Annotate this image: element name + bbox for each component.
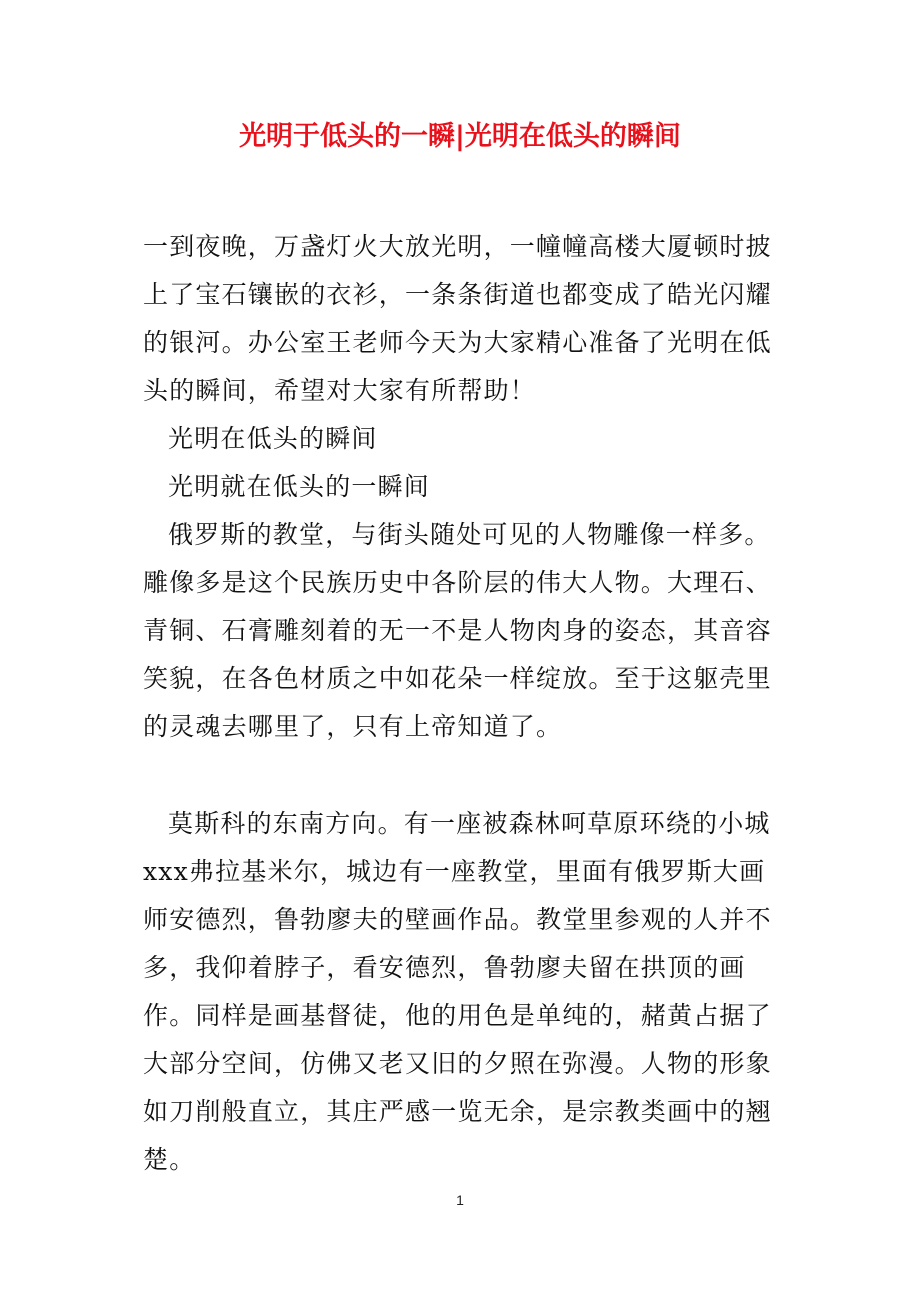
paragraph-churches: 俄罗斯的教堂，与街头随处可见的人物雕像一样多。雕像多是这个民族历史中各阶层的伟大人物。大理石、青铜、石膏雕刻着的无一不是人物肉身的姿态，其音容笑貌，在各色材质之中如花朵一样绽放。至于这躯壳里的灵魂去哪里了，只有上帝知道了。 [143, 520, 772, 741]
paragraph-subtitle: 光明在低头的瞬间 [168, 424, 378, 453]
paragraph-moscow: 莫斯科的东南方向。有一座被森林呵草原环绕的小城xxx弗拉基米尔，城边有一座教堂，里面有俄罗斯大画师安德烈，鲁勃廖夫的壁画作品。教堂里参观的人并不多，我仰着脖子，看安德烈，鲁勃廖夫留在拱顶的画作。同样是画基督徒，他的用色是单纯的，赭黄占据了大部分空间，仿佛又老又旧的夕照在弥漫。人物的形象如刀削般直立，其庄严感一览无余，是宗教类画中的翘楚。 [143, 809, 772, 1174]
paragraph-heading: 光明就在低头的一瞬间 [168, 472, 431, 501]
paragraph-intro: 一到夜晚，万盏灯火大放光明，一幢幢高楼大厦顿时披上了宝石镶嵌的衣衫，一条条街道也都变成了皓光闪耀的银河。办公室王老师今天为大家精心准备了光明在低头的瞬间，希望对大家有所帮助！ [143, 232, 772, 405]
page-number: 1 [456, 1192, 464, 1208]
document-title: 光明于低头的一瞬|光明在低头的瞬间 [239, 121, 681, 152]
